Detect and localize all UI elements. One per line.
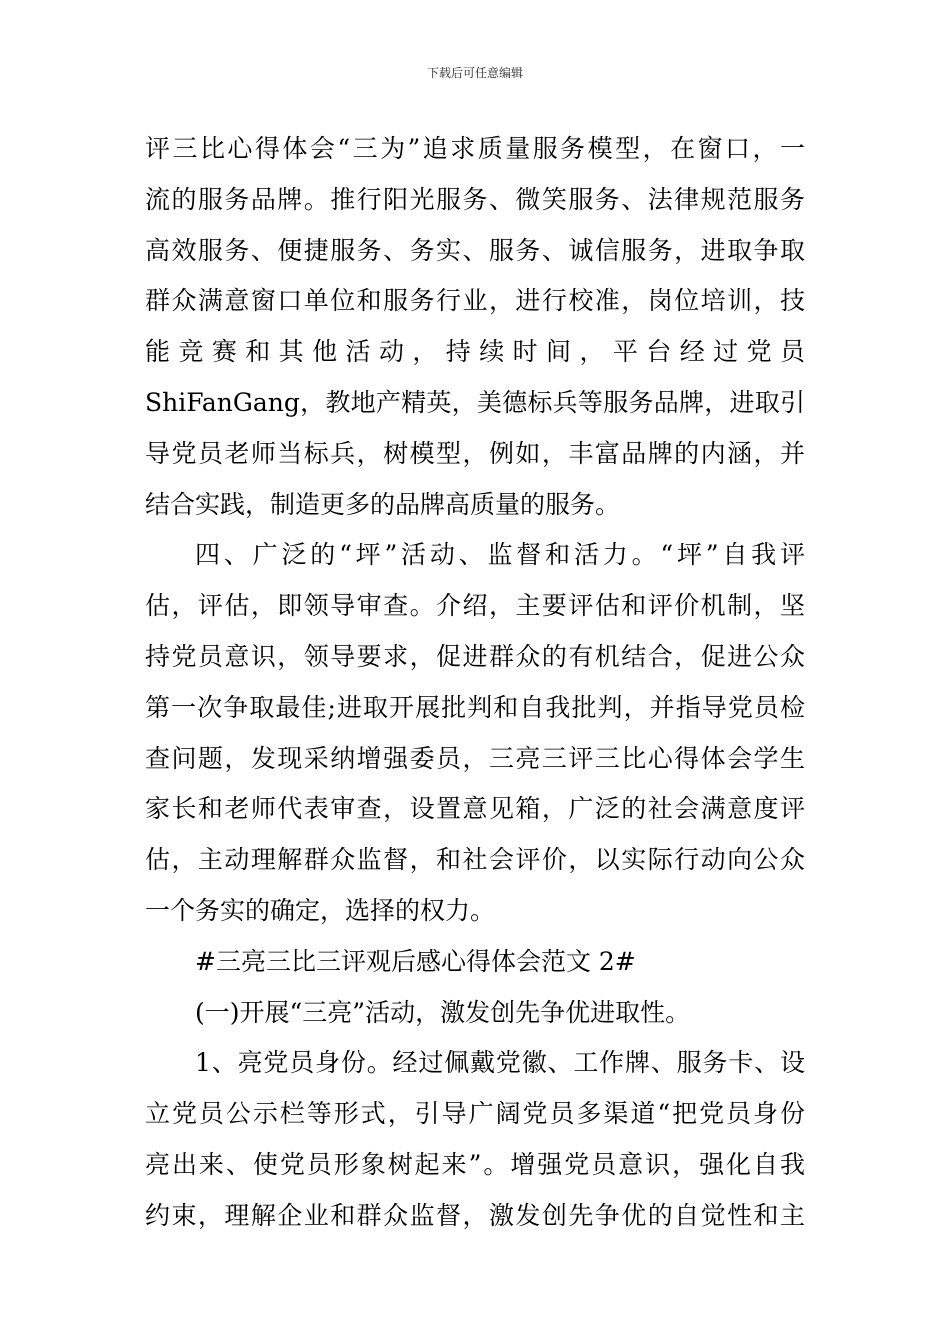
text-line: 持党员意识，领导要求，促进群众的有机结合，促进公众	[145, 641, 805, 671]
text-line: 高效服务、便捷服务、务实、服务、诚信服务，进取争取	[145, 235, 805, 265]
text-line: 约束，理解企业和群众监督，激发创先争优的自觉性和主	[145, 1200, 805, 1230]
text-line: 结合实践，制造更多的品牌高质量的服务。	[145, 489, 621, 519]
text-line: 估，主动理解群众监督，和社会评价，以实际行动向公众	[145, 845, 805, 875]
text-line: 家长和老师代表审查，设置意见箱，广泛的社会满意度评	[145, 794, 805, 824]
text-line: 群众满意窗口单位和服务行业，进行校准，岗位培训，技	[145, 286, 805, 316]
text-line: 立党员公示栏等形式，引导广阔党员多渠道“把党员身份	[145, 1099, 805, 1129]
document-body	[145, 124, 805, 1242]
text-line: 亮出来、使党员形象树起来”。增强党员意识，强化自我	[145, 1149, 805, 1179]
text-line: ShiFanGang，教地产精英，美德标兵等服务品牌，进取引	[145, 387, 805, 417]
text-line: 四、广泛的“坪”活动、监督和活力。“坪”自我评	[195, 540, 805, 570]
text-line: 评三比心得体会“三为”追求质量服务模型，在窗口，一	[145, 134, 805, 163]
page-header: 下载后可任意编辑	[426, 66, 523, 80]
text-line: 导党员老师当标兵，树模型，例如，丰富品牌的内涵，并	[145, 438, 805, 468]
text-line: 1、亮党员身份。经过佩戴党徽、工作牌、服务卡、设	[195, 1048, 805, 1078]
text-line: 查问题，发现采纳增强委员，三亮三评三比心得体会学生	[145, 743, 805, 773]
text-line: 第一次争取最佳;进取开展批判和自我批判，并指导党员检	[145, 692, 805, 722]
text-line: 一个务实的确定，选择的权力。	[145, 895, 496, 925]
text-line: 能竞赛和其他活动，持续时间，平台经过党员	[145, 337, 805, 367]
text-line: 流的服务品牌。推行阳光服务、微笑服务、法律规范服务	[145, 184, 805, 214]
text-line: #三亮三比三评观后感心得体会范文 2#	[195, 946, 636, 976]
text-line: 估，评估，即领导审查。介绍，主要评估和评价机制，坚	[145, 591, 805, 621]
text-line: (一)开展“三亮”活动，激发创先争优进取性。	[195, 997, 691, 1027]
